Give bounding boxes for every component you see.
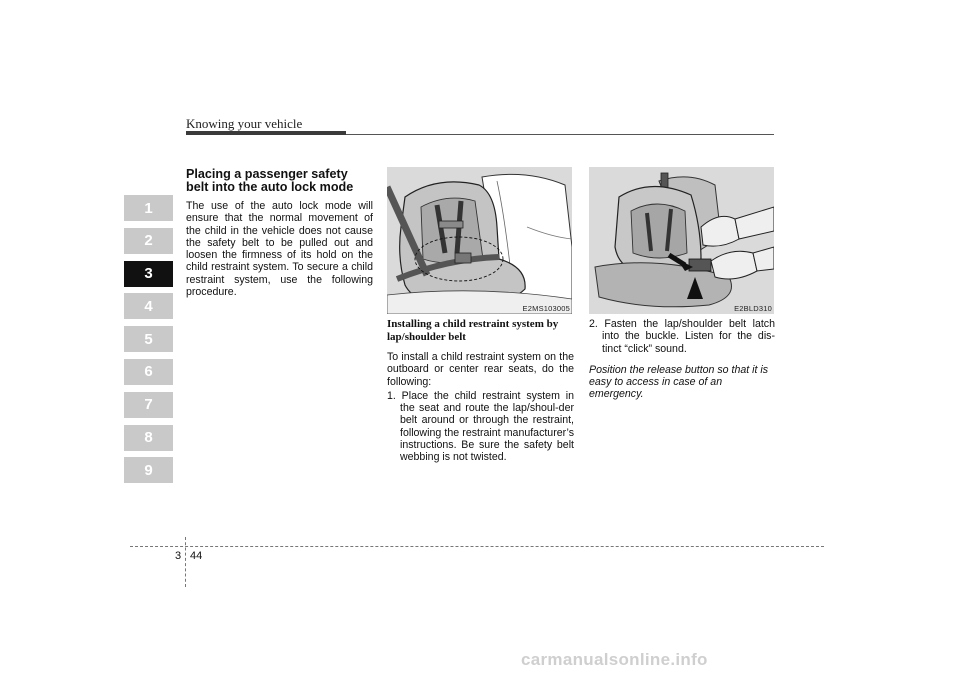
figure-belt-latch xyxy=(589,167,774,314)
figure-child-seat xyxy=(387,167,572,314)
watermark: carmanualsonline.info xyxy=(521,650,708,669)
chapter-tab-2[interactable]: 2 xyxy=(124,228,173,254)
section-heading: Placing a passenger safety belt into the auto lock mode xyxy=(186,167,354,194)
install-step-1: 1. Place the child restraint system in the seat and route the lap/shoul-der belt around or through the restraint, following the restraint manufacturer’s instructions. Be sure the safety belt webbing is not twisted. xyxy=(387,389,574,464)
chapter-tabs xyxy=(124,195,173,490)
chapter-tab-1[interactable]: 1 xyxy=(124,195,173,221)
page-chapter-number: 3 xyxy=(175,550,182,562)
chapter-tab-6[interactable]: 6 xyxy=(124,359,173,385)
figure-code: E2MS103005 xyxy=(522,304,570,313)
chapter-tab-4[interactable]: 4 xyxy=(124,293,173,319)
belt-latch-buckle-illustration xyxy=(589,167,774,314)
install-intro: To install a child restraint system on the outboard or center rear seats, do the following: xyxy=(387,351,574,388)
chapter-tab-3[interactable]: 3 xyxy=(124,261,173,287)
section-auto-lock xyxy=(186,168,373,298)
running-header: Knowing your vehicle xyxy=(186,116,303,131)
footer-divider xyxy=(185,537,186,587)
install-note: Position the release button so that it is easy to access in case of an emergency. xyxy=(589,363,769,401)
install-heading: Installing a child restraint system by lap/shoulder belt xyxy=(387,318,559,343)
section-body: The use of the auto lock mode will ensure that the normal movement of the child in the vehicle does not cause the safety belt to be pulled out and loosen the firmness of its hold on the child restraint system. To secure a child restraint system, use the following procedure. xyxy=(186,200,373,299)
chapter-tab-9[interactable]: 9 xyxy=(124,457,173,483)
chapter-tab-7[interactable]: 7 xyxy=(124,392,173,418)
install-instructions xyxy=(387,318,574,464)
footer-rule xyxy=(130,546,824,547)
chapter-tab-8[interactable]: 8 xyxy=(124,425,173,451)
header-rule-accent xyxy=(186,131,346,135)
child-seat-lap-shoulder-belt-illustration xyxy=(387,167,572,314)
install-continued xyxy=(589,318,775,401)
chapter-tab-5[interactable]: 5 xyxy=(124,326,173,352)
figure-code: E2BLD310 xyxy=(734,304,772,313)
install-step-2: 2. Fasten the lap/shoulder belt latch into the buckle. Listen for the dis-tinct “click” sound. xyxy=(589,318,775,355)
page-number: 44 xyxy=(190,550,203,562)
